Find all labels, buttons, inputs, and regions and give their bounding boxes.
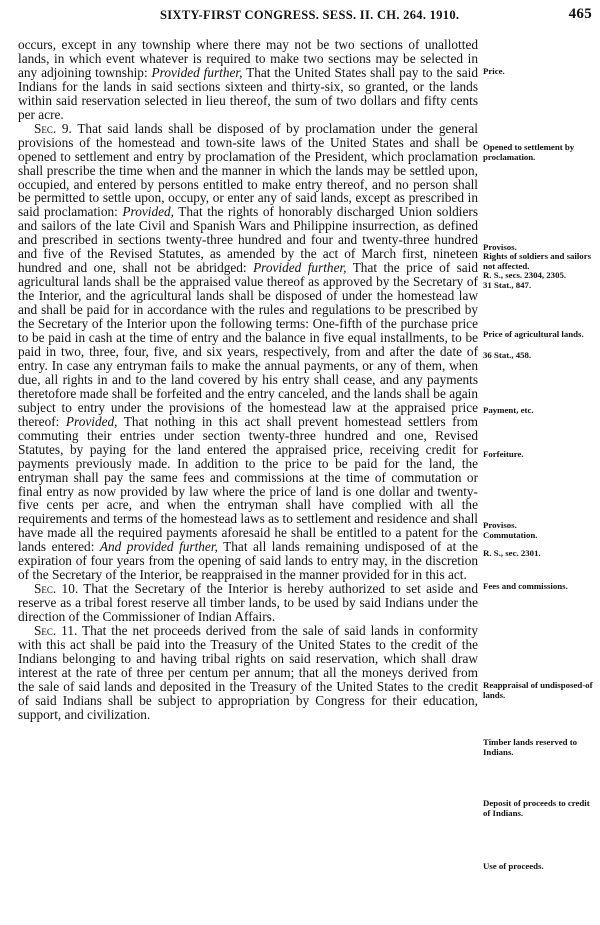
margin-note-timber-lands: Timber lands reserved to Indians. (483, 737, 578, 757)
section-label: Sec. 10. (34, 581, 79, 597)
proviso-phrase: Provided, (65, 413, 118, 429)
running-title: SIXTY-FIRST CONGRESS. SESS. II. CH. 264. 1910. (160, 8, 460, 22)
margin-note-fees: Fees and commissions. (483, 581, 568, 591)
text-run: That the Secretary of the Interior is hereby authorized to set aside and reserve as a tribal forest reserve all timber lands, to be used by said Indians under the direction of the Commissioner of Indian Affairs. (18, 581, 478, 625)
margin-note-stat-458: 36 Stat., 458. (483, 350, 532, 360)
margin-note-provisos: Provisos. (483, 242, 517, 252)
text-run: That the net proceeds derived from the sale of said lands in conformity with this act shall be paid into the Treasury of the United States to the credit of the Indians belonging to and having tribal rights on said reservation, which shall draw interest at the rate of three per centum per annum; that all the moneys derived from the sale of said lands and deposited in the Treasury of the United States to the credit of said Indians shall be subject to appropriation by Congress for their education, support, and civilization. (18, 623, 479, 722)
margin-note-price-agricultural: Price of agricultural lands. (483, 329, 584, 339)
margin-note-deposit: Deposit of proceeds to credit of Indians. (483, 798, 590, 818)
section-11 (18, 624, 478, 722)
paragraph-continued (18, 38, 478, 122)
margin-note-provisos-2: Provisos. (483, 520, 517, 530)
section-9 (18, 122, 478, 582)
proviso-phrase: Provided, (122, 204, 174, 220)
text-run: That the United States shall pay to the said Indians for the lands in said sections sixteen and thirty-six, so granted, or the lands within said reservation selected in lieu thereof, the sum of two dollars and fifty cents per acre. (18, 64, 479, 122)
margin-note-soldiers-rights: Rights of soldiers and sailors not affected. (483, 251, 592, 271)
page-number: 465 (568, 6, 592, 22)
statute-text (18, 38, 478, 722)
section-10 (18, 582, 478, 624)
margin-note-opened-to-settlement: Opened to settlement by proclamation. (483, 142, 575, 162)
margin-note-rs-2301: R. S., sec. 2301. (483, 548, 541, 558)
text-run: occurs, except in any township where there may not be two sections of unallotted lands, in which event whatever is required to make two sections may be selected in any adjoining township: (18, 37, 478, 80)
margin-note-forfeiture: Forfeiture. (483, 449, 524, 459)
proviso-phrase: Provided further, (253, 260, 347, 276)
margin-note-rs-secs: R. S., secs. 2304, 2305. (483, 270, 567, 280)
text-run: That all lands remaining undisposed of at the expiration of four years from the opening of said lands to entry may, in the discretion of the Secretary of the Interior, be reappraised in the manner provided for in this act. (18, 539, 478, 583)
margin-note-stat-847: 31 Stat., 847. (483, 280, 532, 290)
margin-note-reappraisal: Reappraisal of undisposed-of lands. (483, 680, 593, 700)
margin-note-commutation: Commutation. (483, 530, 538, 540)
proviso-phrase: And provided further, (99, 539, 218, 555)
margin-note-use-of-proceeds: Use of proceeds. (483, 861, 544, 871)
text-run: That the price of said agricultural lands shall be the appraised value thereof as approved by the Secretary of the Interior, and the agricultural lands shall be disposed of under the homestead law and shall be paid for in accordance with the rules and regulations to be prescribed by the Secretary of the Interior upon the following terms: One-fifth of the purchase price to be paid in cash at the time of entry and the balance in five equal installments, to be paid in two, three, four, five, and six years, respectively, from and after the date of entry. In case any entryman fails to make the annual payments, or any of them, when due, all rights in and to the land covered by his entry shall cease, and any payments theretofore made shall be forfeited and the entry canceled, and the lands shall be again subject to entry under the provisions of the homestead law at the appraised price thereof: (18, 260, 479, 429)
text-run: That said lands shall be disposed of by proclamation under the general provisions of the homestead and town-site laws of the United States and shall be opened to settlement and entry by proclamation of the President, which proclamation shall prescribe the time when and the manner in which the lands may be settled upon, occupied, and entered by persons entitled to make entry thereof, and no person shall be permitted to settle upon, occupy, or enter any of said lands, except as prescribed in said proclamation: (18, 120, 478, 220)
page-header (0, 6, 600, 26)
proviso-phrase: Provided further, (151, 64, 243, 80)
text-run: That nothing in this act shall prevent homestead settlers from commuting their entries under section twenty-three hundred and one, Revised Statutes, by paying for the land entered the appraised price, receiving credit for payments previously made. In addition to the price to be paid for the land, the entryman shall pay the same fees and commissions at the time of commutation or final entry as now provided by law where the price of land is one dollar and twenty-five cents per acre, and when the entryman shall have complied with all the requirements and terms of the homestead laws as to settlement and residence and shall have made all the required payments aforesaid he shall be entitled to a patent for the lands entered: (18, 413, 478, 555)
text-run: That the rights of honorably discharged Union soldiers and sailors of the late Civil and Spanish Wars and Philippine insurrection, as defined and prescribed in sections twenty-three hundred and four and twenty-three hundred and five of the Revised Statutes, as amended by the act of March first, nineteen hundred and one, shall not be abridged: (18, 204, 479, 276)
section-label: Sec. 9. (34, 120, 72, 136)
margin-note-price: Price. (483, 66, 505, 76)
margin-note-payment: Payment, etc. (483, 405, 534, 415)
section-label: Sec. 11. (34, 623, 78, 639)
